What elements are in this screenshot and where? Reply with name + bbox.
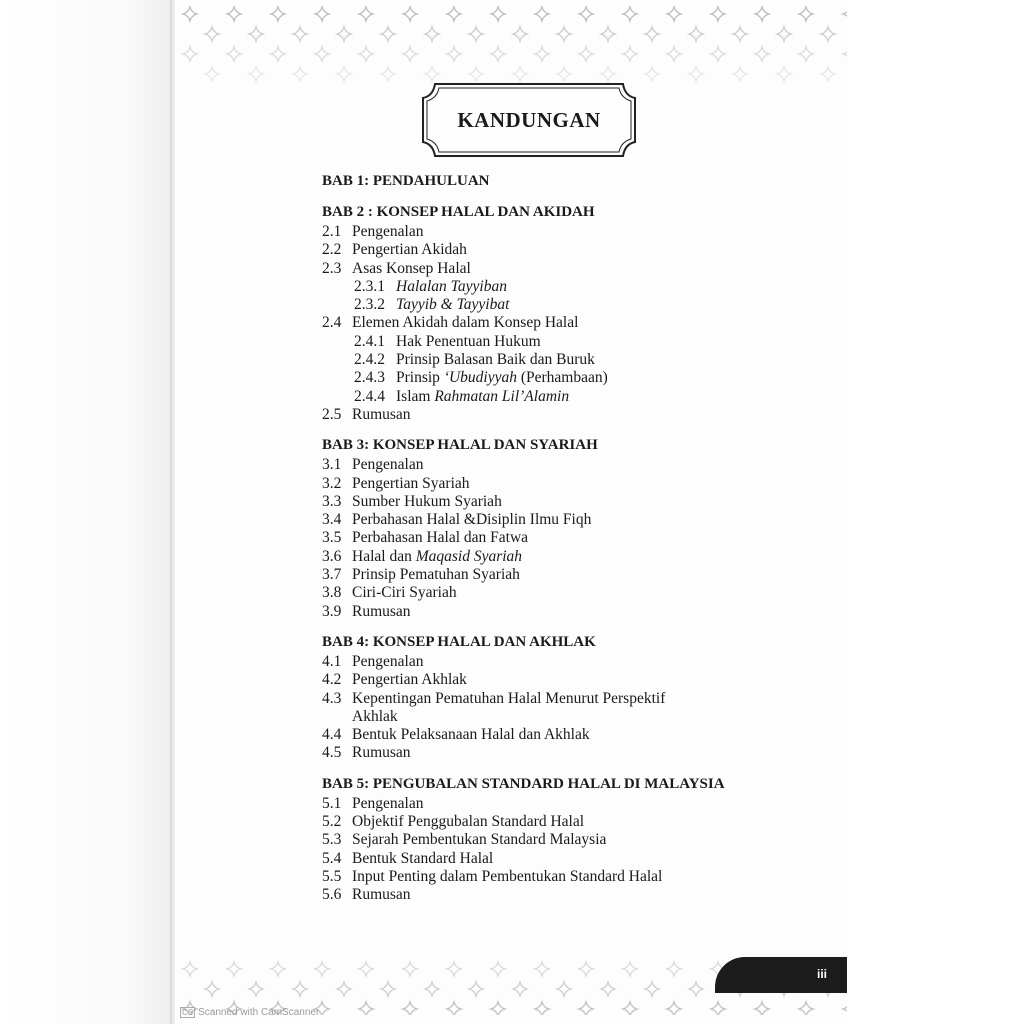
entry-text: Halalan Tayyiban (396, 277, 507, 295)
star-ornament-icon (491, 47, 505, 61)
star-ornament-icon (689, 67, 703, 81)
toc-entry (322, 868, 842, 886)
star-ornament-icon (777, 67, 791, 81)
toc-entry (322, 278, 842, 296)
entry-number: 4.1 (322, 652, 342, 670)
entry-text: Rahmatan Lil’Alamin (434, 387, 570, 405)
entry-text: Perbahasan Halal &Disiplin Ilmu Fiqh (352, 511, 592, 529)
entry-number: 5.1 (322, 794, 342, 812)
star-ornament-icon (425, 67, 439, 81)
star-ornament-icon (491, 7, 505, 21)
camscanner-logo-icon: CS (182, 1008, 194, 1017)
star-ornament-icon (205, 67, 219, 81)
entry-text: Asas Konsep Halal (352, 259, 471, 277)
entry-number: 2.2 (322, 241, 342, 259)
entry-text: Prinsip Pematuhan Syariah (352, 566, 520, 584)
star-ornament-icon (359, 1002, 373, 1015)
star-ornament-icon (821, 67, 835, 81)
entry-continuation: Akhlak (352, 707, 398, 725)
toc-entry (322, 690, 842, 708)
star-ornament-icon (447, 47, 461, 61)
star-ornament-icon (381, 67, 395, 81)
star-ornament-icon (535, 7, 549, 21)
entry-number: 3.1 (322, 456, 342, 474)
star-ornament-icon (359, 962, 373, 976)
entry-number: 3.4 (322, 511, 342, 529)
entry-text: Input Penting dalam Pembentukan Standard Halal (352, 867, 663, 885)
toc-entry (322, 813, 842, 831)
entry-text: Rumusan (352, 602, 411, 620)
star-ornament-icon (205, 982, 219, 996)
star-ornament-icon (381, 982, 395, 996)
right-margin (847, 0, 1024, 1024)
entry-text: Perbahasan Halal dan Fatwa (352, 529, 529, 547)
entry-text: Ciri-Ciri Syariah (352, 584, 457, 602)
star-ornament-icon (821, 27, 835, 41)
toc-entry (322, 406, 842, 424)
star-ornament-icon (799, 1002, 813, 1015)
toc-entry (322, 831, 842, 849)
entry-number: 2.3.2 (354, 296, 385, 314)
toc-chapter (322, 633, 842, 763)
star-ornament-icon (227, 7, 241, 21)
toc-entry (322, 529, 842, 547)
star-ornament-icon (381, 27, 395, 41)
star-ornament-icon (557, 982, 571, 996)
toc-entry (322, 493, 842, 511)
entry-number: 4.5 (322, 744, 342, 762)
entry-number: 4.3 (322, 689, 342, 707)
star-ornament-icon (711, 7, 725, 21)
entry-text: Sejarah Pembentukan Standard Malaysia (352, 831, 607, 849)
star-ornament-icon (293, 27, 307, 41)
star-ornament-icon (403, 1002, 417, 1015)
entry-number: 2.4.1 (354, 332, 385, 350)
entry-text: Islam (396, 387, 431, 405)
toc-entry (322, 795, 842, 813)
star-ornament-icon (799, 47, 813, 61)
star-ornament-icon (623, 962, 637, 976)
entry-number: 3.3 (322, 492, 342, 510)
star-ornament-icon (315, 7, 329, 21)
star-ornament-icon (183, 962, 197, 976)
star-ornament-icon (249, 982, 263, 996)
chapter-title: BAB 2 : KONSEP HALAL DAN AKIDAH (322, 204, 595, 220)
star-ornament-icon (337, 27, 351, 41)
entry-number: 2.4 (322, 314, 342, 332)
page-number-tab (715, 957, 847, 993)
star-ornament-icon (205, 27, 219, 41)
toc-chapter (322, 775, 842, 905)
toc-entry (322, 296, 842, 314)
toc-entry (322, 671, 842, 689)
entry-number: 2.4.3 (354, 369, 385, 387)
entry-number: 3.5 (322, 529, 342, 547)
entry-text: Bentuk Pelaksanaan Halal dan Akhlak (352, 726, 590, 744)
entry-text: Prinsip Balasan Baik dan Buruk (396, 351, 595, 369)
scanner-watermark (180, 1007, 319, 1018)
chapter-title: BAB 5: PENGUBALAN STANDARD HALAL DI MALAYSIA (322, 775, 725, 792)
page-number: iii (816, 967, 827, 981)
star-ornament-icon (535, 47, 549, 61)
toc-entry (322, 314, 842, 332)
table-of-contents (322, 172, 842, 917)
star-ornament-icon (447, 1002, 461, 1015)
star-ornament-icon (843, 47, 847, 61)
star-ornament-icon (843, 1002, 847, 1015)
entry-text: Pengenalan (352, 456, 424, 474)
toc-entry (322, 351, 842, 369)
entry-text: (Perhambaan) (520, 369, 608, 387)
star-ornament-icon (337, 67, 351, 81)
star-ornament-icon (513, 27, 527, 41)
star-ornament-icon (689, 27, 703, 41)
toc-entry (322, 475, 842, 493)
entry-number: 5.5 (322, 867, 342, 885)
star-ornament-icon (469, 67, 483, 81)
star-ornament-icon (491, 962, 505, 976)
star-ornament-icon (249, 67, 263, 81)
star-ornament-icon (645, 27, 659, 41)
star-ornament-icon (601, 67, 615, 81)
entry-text: Pengenalan (352, 794, 424, 812)
entry-text: Sumber Hukum Syariah (352, 492, 502, 510)
star-ornament-icon (293, 982, 307, 996)
toc-entry (322, 653, 842, 671)
star-ornament-icon (667, 47, 681, 61)
entry-number: 3.8 (322, 584, 342, 602)
star-ornament-icon (579, 47, 593, 61)
toc-entry (322, 260, 842, 278)
entry-text: Bentuk Standard Halal (352, 849, 494, 867)
entry-number: 2.4.2 (354, 351, 385, 369)
star-ornament-icon (359, 7, 373, 21)
chapter-title: BAB 4: KONSEP HALAL DAN AKHLAK (322, 633, 596, 650)
star-ornament-icon (601, 982, 615, 996)
entry-number: 5.3 (322, 831, 342, 849)
star-ornament-icon (777, 27, 791, 41)
star-ornament-icon (799, 7, 813, 21)
star-ornament-icon (513, 67, 527, 81)
star-ornament-icon (403, 962, 417, 976)
entry-number: 3.7 (322, 566, 342, 584)
star-ornament-icon (755, 1002, 769, 1015)
star-ornament-icon (315, 962, 329, 976)
entry-number: 2.5 (322, 405, 342, 423)
entry-text: Pengenalan (352, 652, 424, 670)
star-ornament-icon (403, 47, 417, 61)
entry-text: Maqasid Syariah (415, 547, 523, 565)
entry-number: 2.4.4 (354, 387, 385, 405)
star-ornament-icon (667, 962, 681, 976)
star-ornament-icon (183, 7, 197, 21)
star-ornament-icon (337, 982, 351, 996)
star-ornament-icon (557, 27, 571, 41)
entry-text: Rumusan (352, 405, 411, 423)
entry-text: Pengertian Akidah (352, 241, 467, 259)
toc-entry (322, 388, 842, 406)
entry-text: Pengenalan (352, 223, 424, 240)
entry-number: 2.3 (322, 259, 342, 277)
entry-text: Elemen Akidah dalam Konsep Halal (352, 314, 579, 332)
star-ornament-icon (271, 962, 285, 976)
entry-text: Halal dan (352, 547, 412, 565)
entry-text: Pengertian Syariah (352, 474, 470, 492)
entry-number: 3.2 (322, 474, 342, 492)
toc-entry (322, 223, 842, 241)
star-ornament-icon (271, 7, 285, 21)
entry-text: Prinsip (396, 369, 440, 387)
entry-number: 5.6 (322, 886, 342, 904)
star-ornament-icon (513, 982, 527, 996)
star-ornament-icon (645, 67, 659, 81)
toc-entry (322, 456, 842, 474)
document-page (175, 0, 847, 1024)
entry-number: 5.2 (322, 813, 342, 831)
star-ornament-icon (733, 27, 747, 41)
star-ornament-icon (227, 47, 241, 61)
star-ornament-icon (843, 7, 847, 21)
star-ornament-icon (359, 47, 373, 61)
star-ornament-icon (425, 27, 439, 41)
entry-number: 2.3.1 (354, 277, 385, 295)
toc-entry (322, 584, 842, 602)
star-ornament-icon (601, 27, 615, 41)
star-ornament-icon (755, 7, 769, 21)
star-ornament-icon (755, 47, 769, 61)
entry-number: 4.2 (322, 671, 342, 689)
star-ornament-icon (579, 7, 593, 21)
book-spine (0, 0, 175, 1024)
star-ornament-icon (293, 67, 307, 81)
toc-entry (322, 511, 842, 529)
star-ornament-icon (623, 47, 637, 61)
chapter-title: BAB 3: KONSEP HALAL DAN SYARIAH (322, 437, 598, 454)
entry-number: 5.4 (322, 849, 342, 867)
star-ornament-icon (535, 1002, 549, 1015)
star-ornament-icon (447, 7, 461, 21)
toc-chapter (322, 203, 842, 424)
star-ornament-icon (183, 47, 197, 61)
entry-text: Objektif Penggubalan Standard Halal (352, 813, 585, 831)
page-title: KANDUNGAN (457, 108, 601, 132)
star-ornament-icon (557, 67, 571, 81)
toc-chapter (322, 436, 842, 621)
toc-entry (322, 603, 842, 621)
star-ornament-icon (667, 7, 681, 21)
star-ornament-icon (491, 1002, 505, 1015)
star-ornament-icon (667, 1002, 681, 1015)
toc-entry (322, 333, 842, 351)
star-ornament-icon (579, 1002, 593, 1015)
star-ornament-icon (447, 962, 461, 976)
watermark-text: Scanned with CamScanner (198, 1007, 320, 1018)
entry-text: Rumusan (352, 886, 411, 904)
entry-text: ‘Ubudiyyah (443, 369, 517, 387)
entry-text: Kepentingan Pematuhan Halal Menurut Perspektif (352, 689, 666, 707)
star-ornament-icon (623, 7, 637, 21)
star-ornament-icon (711, 1002, 725, 1015)
toc-entry (322, 548, 842, 566)
star-ornament-icon (623, 1002, 637, 1015)
entry-text: Rumusan (352, 744, 411, 762)
star-ornament-icon (645, 982, 659, 996)
toc-entry (322, 886, 842, 904)
star-ornament-icon (403, 7, 417, 21)
title-frame (421, 82, 637, 158)
star-ornament-icon (425, 982, 439, 996)
chapter-title: BAB 1: PENDAHULUAN (322, 173, 490, 189)
entry-number: 3.9 (322, 602, 342, 620)
star-ornament-icon (227, 962, 241, 976)
toc-entry (322, 850, 842, 868)
toc-entry (322, 241, 842, 259)
star-ornament-icon (733, 67, 747, 81)
entry-number: 2.1 (322, 223, 342, 240)
star-ornament-icon (579, 962, 593, 976)
toc-entry (322, 726, 842, 744)
star-ornament-icon (249, 27, 263, 41)
star-ornament-icon (535, 962, 549, 976)
star-ornament-icon (689, 982, 703, 996)
entry-text: Hak Penentuan Hukum (396, 332, 541, 350)
toc-entry (322, 566, 842, 584)
toc-entry (322, 369, 842, 387)
star-ornament-icon (315, 47, 329, 61)
entry-number: 3.6 (322, 547, 342, 565)
entry-text: Pengertian Akhlak (352, 671, 467, 689)
toc-chapter (322, 172, 842, 191)
toc-entry (322, 744, 842, 762)
star-ornament-icon (711, 47, 725, 61)
entry-text: Tayyib & Tayyibat (396, 296, 510, 314)
star-ornament-icon (271, 47, 285, 61)
star-ornament-icon (469, 982, 483, 996)
top-ornament-pattern (175, 0, 847, 90)
entry-number: 4.4 (322, 726, 342, 744)
star-ornament-icon (469, 27, 483, 41)
